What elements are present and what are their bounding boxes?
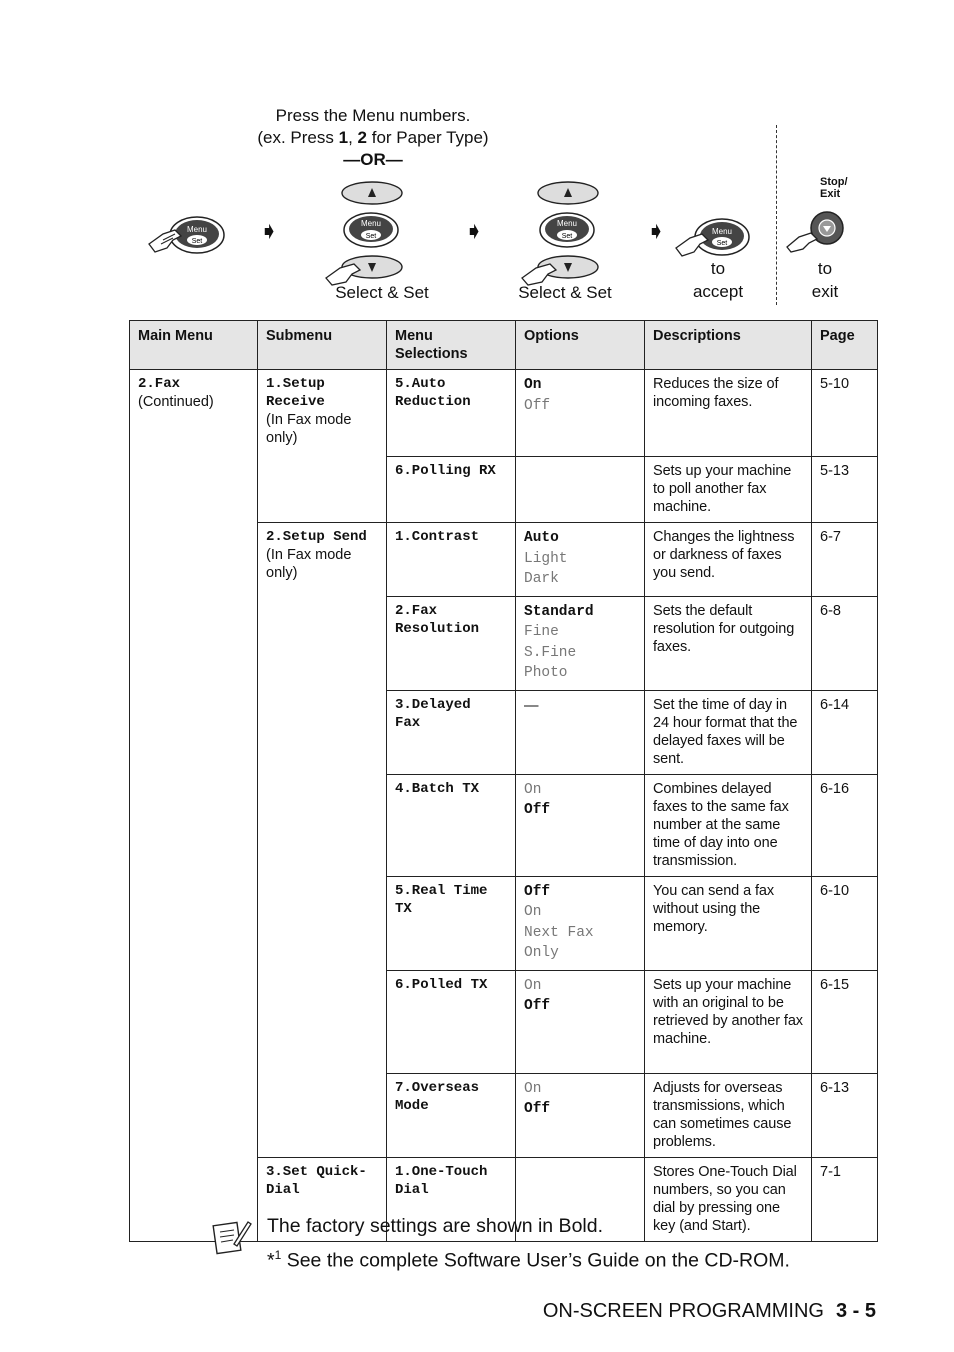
header-page: Page: [812, 321, 878, 370]
submenu-cell: 1.Setup Receive (In Fax mode only): [258, 370, 387, 523]
option-value: On: [524, 781, 542, 798]
note-line-2: *$^1$ See the complete Software User’s Guide on the CD-ROM.: [267, 1248, 790, 1272]
page-cell: 6-16: [812, 774, 878, 876]
divider-dashed: [776, 125, 777, 305]
selection-cell: 5.Auto Reduction: [387, 370, 516, 457]
submenu-cell: 2.Setup Send (In Fax mode only): [258, 523, 387, 1158]
description-cell: Changes the lightness or darkness of faxes you send.: [645, 523, 812, 597]
options-cell: [516, 970, 645, 1073]
option-value: Fine: [524, 624, 559, 640]
description-cell: You can send a fax without using the memory.: [645, 876, 812, 970]
page-cell: 7-1: [812, 1157, 878, 1241]
header-main-menu: Main Menu: [130, 321, 258, 370]
svg-text:Set: Set: [561, 233, 573, 240]
accept-caption: to accept: [692, 259, 744, 301]
option-value: On: [524, 904, 542, 920]
page-cell: 6-15: [812, 970, 878, 1073]
menu-table: [129, 320, 878, 1242]
option-value: On: [524, 1080, 542, 1097]
arrow-right-icon: ➧: [259, 218, 280, 245]
header-options: Options: [516, 321, 645, 370]
description-cell: Combines delayed faxes to the same fax number at the same time of day into one transmission.: [645, 774, 812, 876]
page-cell: 6-13: [812, 1073, 878, 1157]
option-value: Standard: [524, 603, 594, 620]
description-cell: Set the time of day in 24 hour format that the delayed faxes will be sent.: [645, 690, 812, 774]
selection-cell: 1.Contrast: [387, 523, 516, 597]
select-set-caption-1: Select & Set: [335, 283, 429, 302]
header-submenu: Submenu: [258, 321, 387, 370]
page-cell: 5-13: [812, 457, 878, 523]
svg-text:Set: Set: [716, 240, 728, 247]
stop-exit-label: Stop/ Exit: [820, 176, 848, 200]
svg-text:Set: Set: [191, 238, 203, 245]
option-value: Off: [524, 802, 551, 818]
table-header-row: [130, 321, 878, 370]
instruction-line-1: Press the Menu numbers.: [275, 106, 471, 125]
options-cell: [516, 457, 645, 523]
page-cell: 6-10: [812, 876, 878, 970]
menu-set-key-icon: [145, 210, 230, 260]
svg-text:Menu: Menu: [360, 219, 382, 228]
selection-cell: 5.Real Time TX: [387, 876, 516, 970]
header-descriptions: Descriptions: [645, 321, 812, 370]
option-value: S.Fine: [524, 644, 577, 661]
submenu-cell: 3.Set Quick- Dial: [258, 1157, 387, 1241]
main-menu-cell: 2.Fax (Continued): [130, 370, 258, 1242]
select-set-caption-2: Select & Set: [518, 283, 612, 302]
options-cell: [516, 774, 645, 876]
selection-cell: 2.Fax Resolution: [387, 596, 516, 690]
navigation-diagram: [0, 0, 954, 310]
option-value: Off: [524, 397, 551, 414]
exit-caption: to exit: [811, 259, 839, 301]
svg-text:Menu: Menu: [556, 219, 578, 228]
option-value: —: [524, 697, 539, 714]
selection-cell: 4.Batch TX: [387, 774, 516, 876]
options-cell: [516, 876, 645, 970]
description-cell: Stores One-Touch Dial numbers, so you can dial by pressing one key (and Start).: [645, 1157, 812, 1241]
option-value: Auto: [524, 530, 559, 546]
description-cell: Sets the default resolution for outgoing faxes.: [645, 596, 812, 690]
select-set-keys-icon: [518, 178, 606, 288]
selection-cell: 7.Overseas Mode: [387, 1073, 516, 1157]
arrow-right-icon: ➧: [464, 218, 485, 245]
svg-text:Menu: Menu: [186, 225, 208, 234]
stop-exit-key-icon: [783, 205, 849, 255]
options-cell: [516, 370, 645, 457]
instruction-line-2: (ex. Press 1, 2 for Paper Type): [257, 128, 489, 147]
options-cell: [516, 523, 645, 597]
footer-section-title: ON-SCREEN PROGRAMMING: [542, 1300, 824, 1322]
option-value: Off: [524, 1101, 551, 1117]
option-value: Light: [524, 550, 568, 567]
options-cell: [516, 690, 645, 774]
option-value: On: [524, 377, 542, 393]
page-cell: 6-14: [812, 690, 878, 774]
table-row: [130, 370, 878, 457]
svg-text:Set: Set: [365, 233, 377, 240]
svg-text:Menu: Menu: [711, 227, 733, 236]
page-cell: 5-10: [812, 370, 878, 457]
footer-page-number: 3 - 5: [835, 1300, 876, 1322]
selection-cell: 6.Polled TX: [387, 970, 516, 1073]
option-value: Off: [524, 998, 551, 1014]
note-pencil-icon: [212, 1216, 252, 1256]
option-value: Photo: [524, 665, 568, 681]
page-cell: 6-8: [812, 596, 878, 690]
option-value: On: [524, 977, 542, 994]
selection-cell: 3.Delayed Fax: [387, 690, 516, 774]
selection-cell: 1.One-Touch Dial: [387, 1157, 516, 1241]
options-cell: [516, 596, 645, 690]
instruction-text: [248, 105, 498, 171]
description-cell: Reduces the size of incoming faxes.: [645, 370, 812, 457]
arrow-right-icon: ➧: [646, 218, 667, 245]
menu-set-key-icon: [672, 212, 757, 262]
selection-cell: 6.Polling RX: [387, 457, 516, 523]
or-label: —OR—: [343, 150, 403, 169]
page-cell: 6-7: [812, 523, 878, 597]
note-line-1: The factory settings are shown in Bold.: [267, 1215, 604, 1237]
option-value: Off: [524, 883, 551, 900]
factory-settings-note: [267, 1212, 790, 1276]
option-value: Next Fax Only: [524, 924, 594, 961]
description-cell: Sets up your machine to poll another fax machine.: [645, 457, 812, 523]
header-menu-selections: Menu Selections: [387, 321, 516, 370]
description-cell: Adjusts for overseas transmissions, which can sometimes cause problems.: [645, 1073, 812, 1157]
select-set-keys-icon: [322, 178, 410, 288]
option-value: Dark: [524, 571, 559, 587]
options-cell: [516, 1073, 645, 1157]
page-footer: [543, 1300, 876, 1323]
description-cell: Sets up your machine with an original to be retrieved by another fax machine.: [645, 970, 812, 1073]
